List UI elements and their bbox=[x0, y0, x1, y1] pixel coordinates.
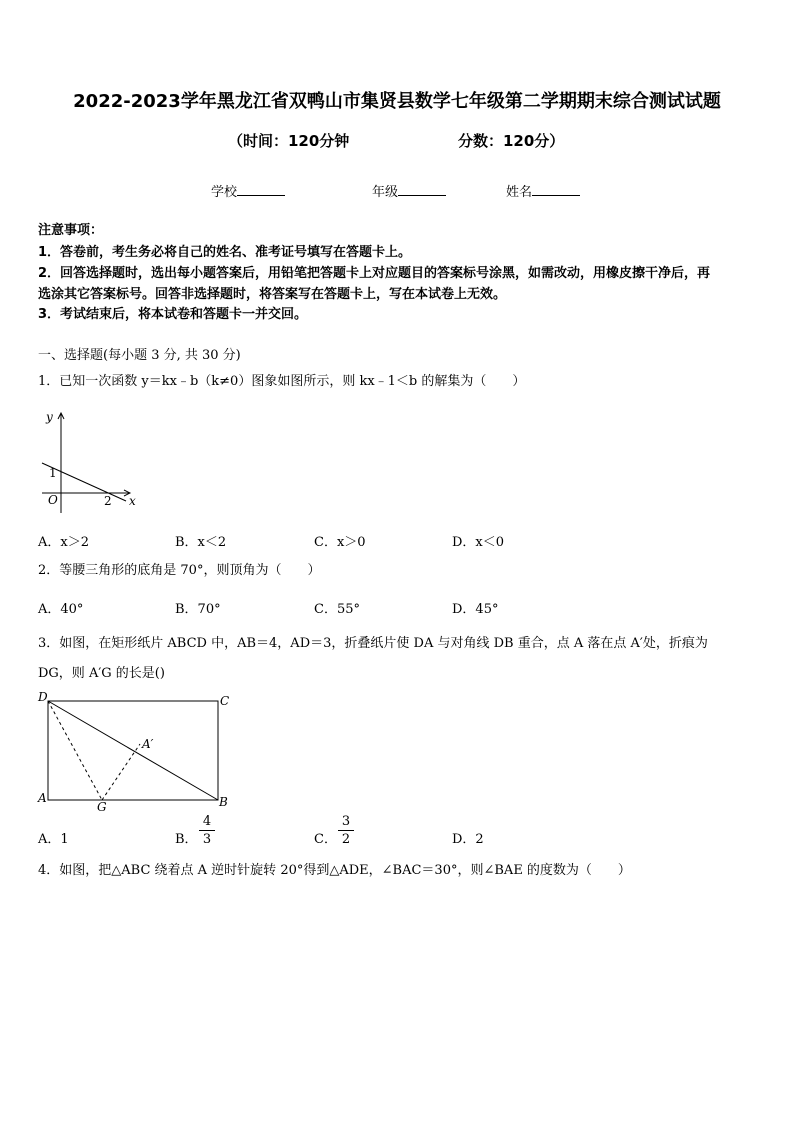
notice-item: 1．答卷前，考生务必将自己的姓名、准考证号填写在答题卡上。 bbox=[38, 245, 412, 260]
question-1-option-c[interactable]: C．x＞0 bbox=[314, 535, 366, 550]
school-label: 学校 bbox=[211, 185, 238, 200]
vertex-c-label: C bbox=[220, 694, 230, 708]
point-a-prime-label: A′ bbox=[142, 737, 154, 751]
origin-label: O bbox=[48, 493, 58, 507]
option-b-numerator: 4 bbox=[202, 814, 212, 829]
exam-score: 分数：120分） bbox=[458, 132, 565, 150]
question-1-option-b[interactable]: B．x＜2 bbox=[175, 535, 227, 550]
question-3-option-b[interactable] bbox=[175, 828, 198, 847]
notice-item: 3．考试结束后，将本试卷和答题卡一并交回。 bbox=[38, 307, 308, 322]
option-c-prefix: C． bbox=[314, 832, 337, 847]
question-3-option-a[interactable]: A．1 bbox=[38, 832, 69, 847]
name-label: 姓名 bbox=[506, 185, 533, 200]
vertex-a-label: A bbox=[38, 791, 47, 805]
name-blank[interactable] bbox=[532, 183, 580, 196]
school-blank[interactable] bbox=[237, 183, 285, 196]
question-1-stem: 1．已知一次函数 y＝kx﹣b（k≠0）图象如图所示，则 kx﹣1＜b 的解集为（ ） bbox=[38, 374, 526, 389]
question-2-option-a[interactable]: A．40° bbox=[38, 602, 84, 617]
x-label: x bbox=[129, 494, 136, 508]
y-intercept-label: 1 bbox=[49, 466, 57, 480]
question-1-option-d[interactable]: D．x＜0 bbox=[452, 535, 505, 550]
option-c-denominator: 2 bbox=[341, 832, 351, 847]
grade-blank[interactable] bbox=[398, 183, 446, 196]
x-intercept-label: 2 bbox=[104, 494, 112, 508]
question-1-graph bbox=[34, 405, 144, 517]
vertex-d-label: D bbox=[38, 690, 48, 704]
question-4-stem: 4．如图，把△ABC 绕着点 A 逆时针旋转 20°得到△ADE，∠BAC＝30°，则∠BAE 的度数为（ ） bbox=[38, 863, 631, 878]
question-3-stem-line1: 3．如图，在矩形纸片 ABCD 中，AB＝4，AD＝3，折叠纸片使 DA 与对角线 DB 重合，点 A 落在点 A′处，折痕为 bbox=[38, 636, 708, 651]
exam-title: 2022-2023学年黑龙江省双鸭山市集贤县数学七年级第二学期期末综合测试试题 bbox=[73, 91, 721, 112]
y-label: y bbox=[46, 410, 53, 424]
question-2-option-d[interactable]: D．45° bbox=[452, 602, 499, 617]
question-1-option-a[interactable]: A．x＞2 bbox=[38, 535, 89, 550]
notice-heading: 注意事项： bbox=[38, 223, 104, 238]
question-2-stem: 2．等腰三角形的底角是 70°，则顶角为（ ） bbox=[38, 563, 321, 578]
section-title: 一、选择题(每小题 3 分, 共 30 分) bbox=[38, 348, 241, 363]
vertex-b-label: B bbox=[219, 795, 228, 809]
option-b-prefix: B． bbox=[175, 832, 198, 847]
question-3-option-c[interactable] bbox=[314, 828, 337, 847]
question-3-stem-line2: DG，则 A′G 的长是() bbox=[38, 666, 165, 681]
grade-label: 年级 bbox=[372, 185, 399, 200]
diagonal-db bbox=[48, 701, 218, 800]
fold-line-dg bbox=[48, 701, 102, 800]
exam-time: （时间：120分钟 bbox=[228, 132, 350, 150]
question-2-option-b[interactable]: B．70° bbox=[175, 602, 221, 617]
question-3-rectangle-figure bbox=[34, 688, 234, 812]
option-b-fraction bbox=[199, 814, 215, 847]
option-c-numerator: 3 bbox=[341, 814, 351, 829]
segment-a-prime-g bbox=[102, 744, 140, 800]
school-field bbox=[211, 181, 285, 200]
question-2-option-c[interactable]: C．55° bbox=[314, 602, 360, 617]
grade-field bbox=[372, 181, 446, 200]
name-field bbox=[506, 181, 580, 200]
notice-item: 2．回答选择题时，选出每小题答案后，用铅笔把答题卡上对应题目的答案标号涂黑，如需改动，用橡皮擦干净后，再 bbox=[38, 266, 711, 281]
point-g-label: G bbox=[97, 800, 107, 812]
notice-item: 选涂其它答案标号。回答非选择题时，将答案写在答题卡上，写在本试卷上无效。 bbox=[38, 287, 507, 302]
option-c-fraction bbox=[338, 814, 354, 847]
question-3-option-d[interactable]: D．2 bbox=[452, 832, 484, 847]
option-b-denominator: 3 bbox=[202, 832, 212, 847]
